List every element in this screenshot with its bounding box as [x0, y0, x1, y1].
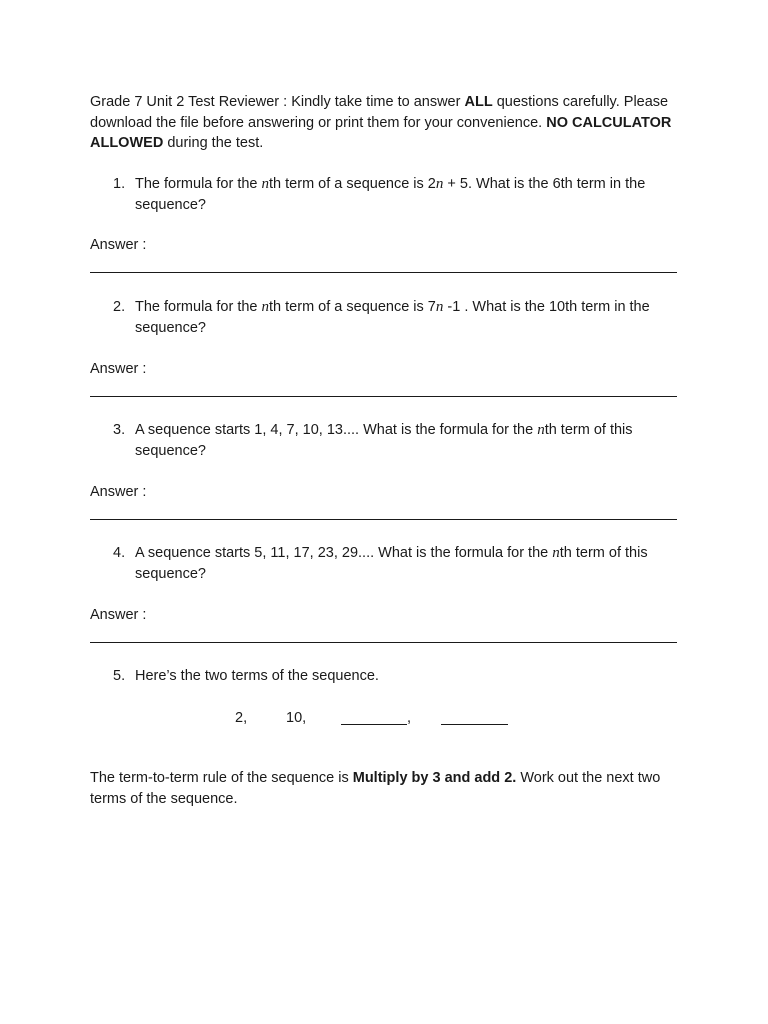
answer-line-2[interactable] — [90, 396, 677, 397]
question-number: 3. — [113, 422, 126, 438]
intro-bold-no-calculator: NO CALCULATOR ALLOWED — [90, 114, 672, 151]
sequence-row — [0, 708, 768, 730]
answer-label-1: Answer : — [90, 237, 147, 253]
question-number: 2. — [113, 299, 126, 315]
question-1 — [113, 174, 683, 216]
question-4 — [113, 543, 683, 585]
question-number: 1. — [113, 176, 126, 192]
answer-label-2: Answer : — [90, 361, 147, 377]
question-text: A sequence starts 1, 4, 7, 10, 13.... What is the formula for the nth term of this sequence? — [135, 422, 633, 459]
sequence-blank-4[interactable] — [441, 724, 508, 725]
answer-line-4[interactable] — [90, 642, 677, 643]
question-5 — [113, 666, 683, 687]
question-number: 5. — [113, 668, 126, 684]
question-text: The formula for the nth term of a sequence is 2n + 5. What is the 6th term in the sequence? — [135, 176, 646, 213]
sequence-blank-3[interactable] — [341, 724, 407, 725]
sequence-term-1: 2, — [235, 710, 248, 726]
answer-line-1[interactable] — [90, 272, 677, 273]
intro-bold-all: ALL — [464, 94, 493, 110]
answer-label-3: Answer : — [90, 484, 147, 500]
sequence-term-2: 10, — [286, 710, 307, 726]
answer-label-4: Answer : — [90, 607, 147, 623]
question-text: A sequence starts 5, 11, 17, 23, 29.... What is the formula for the nth term of this sequence? — [135, 545, 648, 582]
question-text: Here’s the two terms of the sequence. — [135, 668, 379, 684]
intro-text-3: during the test. — [163, 135, 264, 151]
sequence-blank-comma: , — [407, 710, 412, 726]
question-text: The formula for the nth term of a sequence is 7n -1 . What is the 10th term in the sequence? — [135, 299, 650, 336]
intro-paragraph — [90, 92, 680, 154]
question-2 — [113, 297, 683, 339]
question-number: 4. — [113, 545, 126, 561]
intro-text-1: Grade 7 Unit 2 Test Reviewer : Kindly take time to answer — [90, 94, 465, 110]
term-to-term-rule: The term-to-term rule of the sequence is Multiply by 3 and add 2. Work out the next two terms of the sequence. — [90, 770, 661, 807]
question-3 — [113, 420, 683, 462]
intro-text-2: questions carefully. Please download the file before answering or print them for your convenience. — [90, 94, 669, 131]
answer-line-3[interactable] — [90, 519, 677, 520]
rule-bold: Multiply by 3 and add 2. — [352, 770, 517, 786]
